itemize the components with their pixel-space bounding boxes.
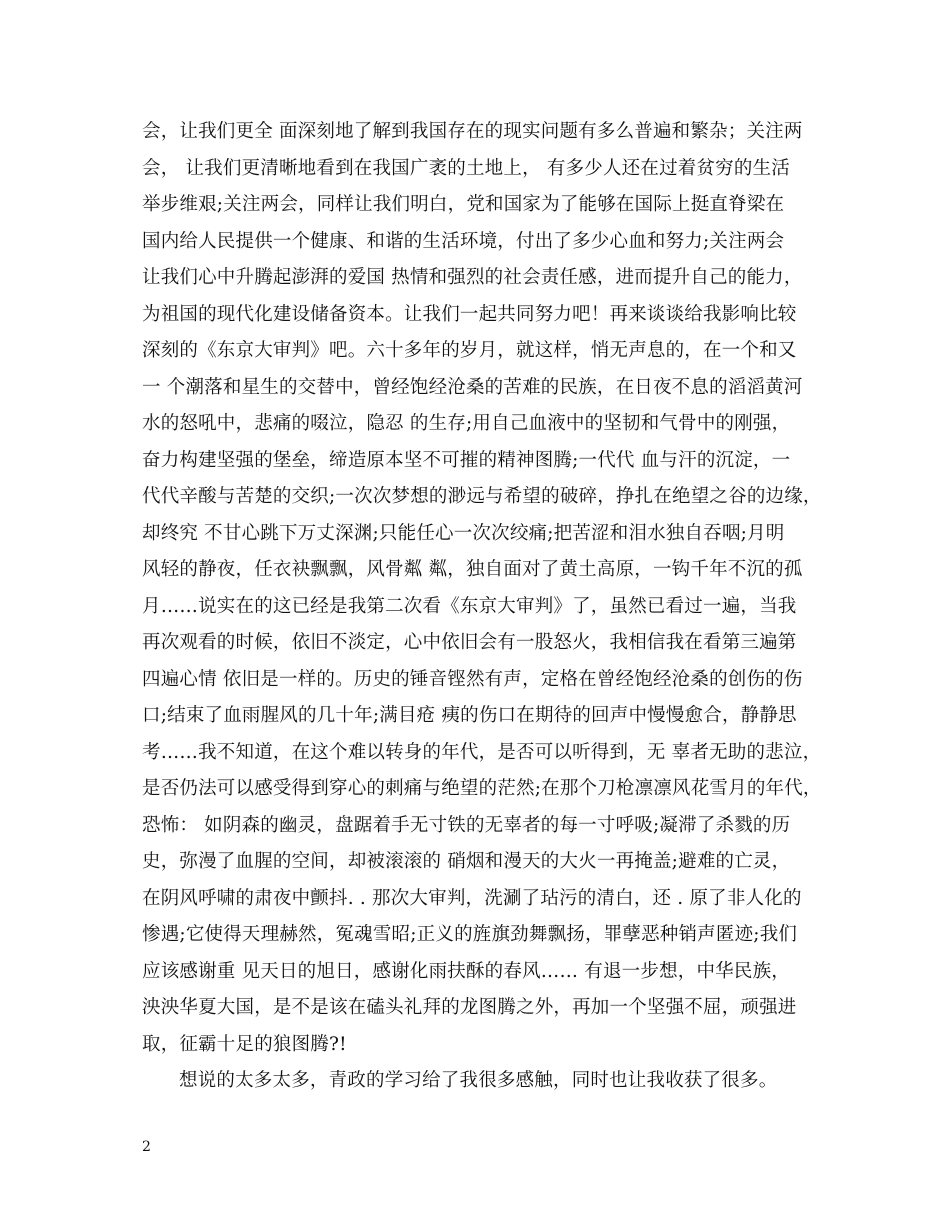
text-line: 取，征霸十足的狼图腾?! bbox=[142, 1033, 347, 1055]
text-line: 史，弥漫了血腥的空间，却被滚滚的 硝烟和漫天的大火一再掩盖;避难的亡灵， bbox=[142, 851, 791, 872]
text-line: 举步维艰;关注两会，同样让我们明白，党和国家为了能够在国际上挺直脊梁在 bbox=[142, 194, 785, 215]
text-line: 为祖国的现代化建设储备资本。让我们一起共同努力吧！再来谈谈给我影响比较 bbox=[142, 303, 797, 325]
text-line: 让我们心中升腾起澎湃的爱国 热情和强烈的社会责任感，进而提升自己的能力， bbox=[142, 267, 803, 288]
text-line: 风轻的静夜，任衣袂飘飘，风骨粼 粼，独自面对了黄土高原，一钩千年不沉的孤 bbox=[142, 559, 803, 580]
text-line: 一 个潮落和星生的交替中，曾经饱经沧桑的苦难的民族，在日夜不息的滔滔黄河 bbox=[142, 376, 803, 398]
text-line: 月……说实在的这已经是我第二次看《东京大审判》了，虽然已看过一遍，当我 bbox=[142, 595, 797, 617]
body-text bbox=[142, 114, 832, 1100]
text-line: 考……我不知道，在这个难以转身的年代，是否可以听得到，无 辜者无助的悲泣， bbox=[142, 741, 822, 763]
text-line: 应该感谢重 见天日的旭日，感谢化雨扶酥的春风…… 有退一步想，中华民族， bbox=[142, 960, 790, 982]
text-line: 代代辛酸与苦楚的交织;一次次梦想的渺远与希望的破碎，挣扎在绝望之谷的边缘， bbox=[142, 486, 822, 507]
text-line: 是否仍法可以感受得到穿心的刺痛与绝望的茫然;在那个刀枪凛凛风花雪月的年代， bbox=[142, 778, 822, 799]
page-number: 2 bbox=[142, 1139, 151, 1155]
closing-paragraph: 想说的太多太多，青政的学习给了我很多感触，同时也让我收获了很多。 bbox=[179, 1070, 778, 1091]
text-line: 再次观看的时候，依旧不淡定，心中依旧会有一股怒火，我相信我在看第三遍第 bbox=[142, 632, 797, 653]
text-line: 恐怖： 如阴森的幽灵，盘踞着手无寸铁的无辜者的每一寸呼吸;凝滞了杀戮的历 bbox=[142, 814, 791, 836]
text-line: 会，让我们更全 面深刻地了解到我国存在的现实问题有多么普遍和繁杂；关注两 bbox=[142, 121, 803, 142]
text-line: 却终究 不甘心跳下万丈深渊;只能任心一次次绞痛;把苦涩和泪水独自吞咽;月明 bbox=[142, 522, 785, 544]
text-line: 国内给人民提供一个健康、和谐的生活环境，付出了多少心血和努力;关注两会 bbox=[142, 230, 785, 252]
text-line: 深刻的《东京大审判》吧。六十多年的岁月，就这样，悄无声息的，在一个和又 bbox=[142, 340, 797, 361]
text-line: 奋力构建坚强的堡垒，缔造原本坚不可摧的精神图腾;一代代 血与汗的沉淀，一 bbox=[142, 449, 791, 471]
text-line: 在阴风呼啸的肃夜中颤抖. . 那次大审判，洗涮了玷污的清白，还 . 原了非人化的 bbox=[142, 887, 802, 909]
text-line: 水的怒吼中，悲痛的啜泣，隐忍 的生存;用自己血液中的坚韧和气骨中的刚强， bbox=[142, 413, 791, 434]
text-line: 四遍心情 依旧是一样的。历史的锤音铿然有声，定格在曾经饱经沧桑的创伤的伤 bbox=[142, 668, 803, 690]
text-line: 惨遇;它使得天理赫然，冤魂雪昭;正义的旌旗劲舞飘扬，罪孽恶种销声匿迹;我们 bbox=[142, 924, 798, 945]
text-line: 泱泱华夏大国，是不是该在磕头礼拜的龙图腾之外，再加一个坚强不屈，顽强进 bbox=[142, 997, 797, 1018]
text-line: 会， 让我们更清晰地看到在我国广袤的土地上， 有多少人还在过着贫穷的生活 bbox=[142, 157, 790, 179]
text-line: 口;结束了血雨腥风的几十年;满目疮 痍的伤口在期待的回声中慢慢愈合，静静思 bbox=[142, 705, 797, 726]
